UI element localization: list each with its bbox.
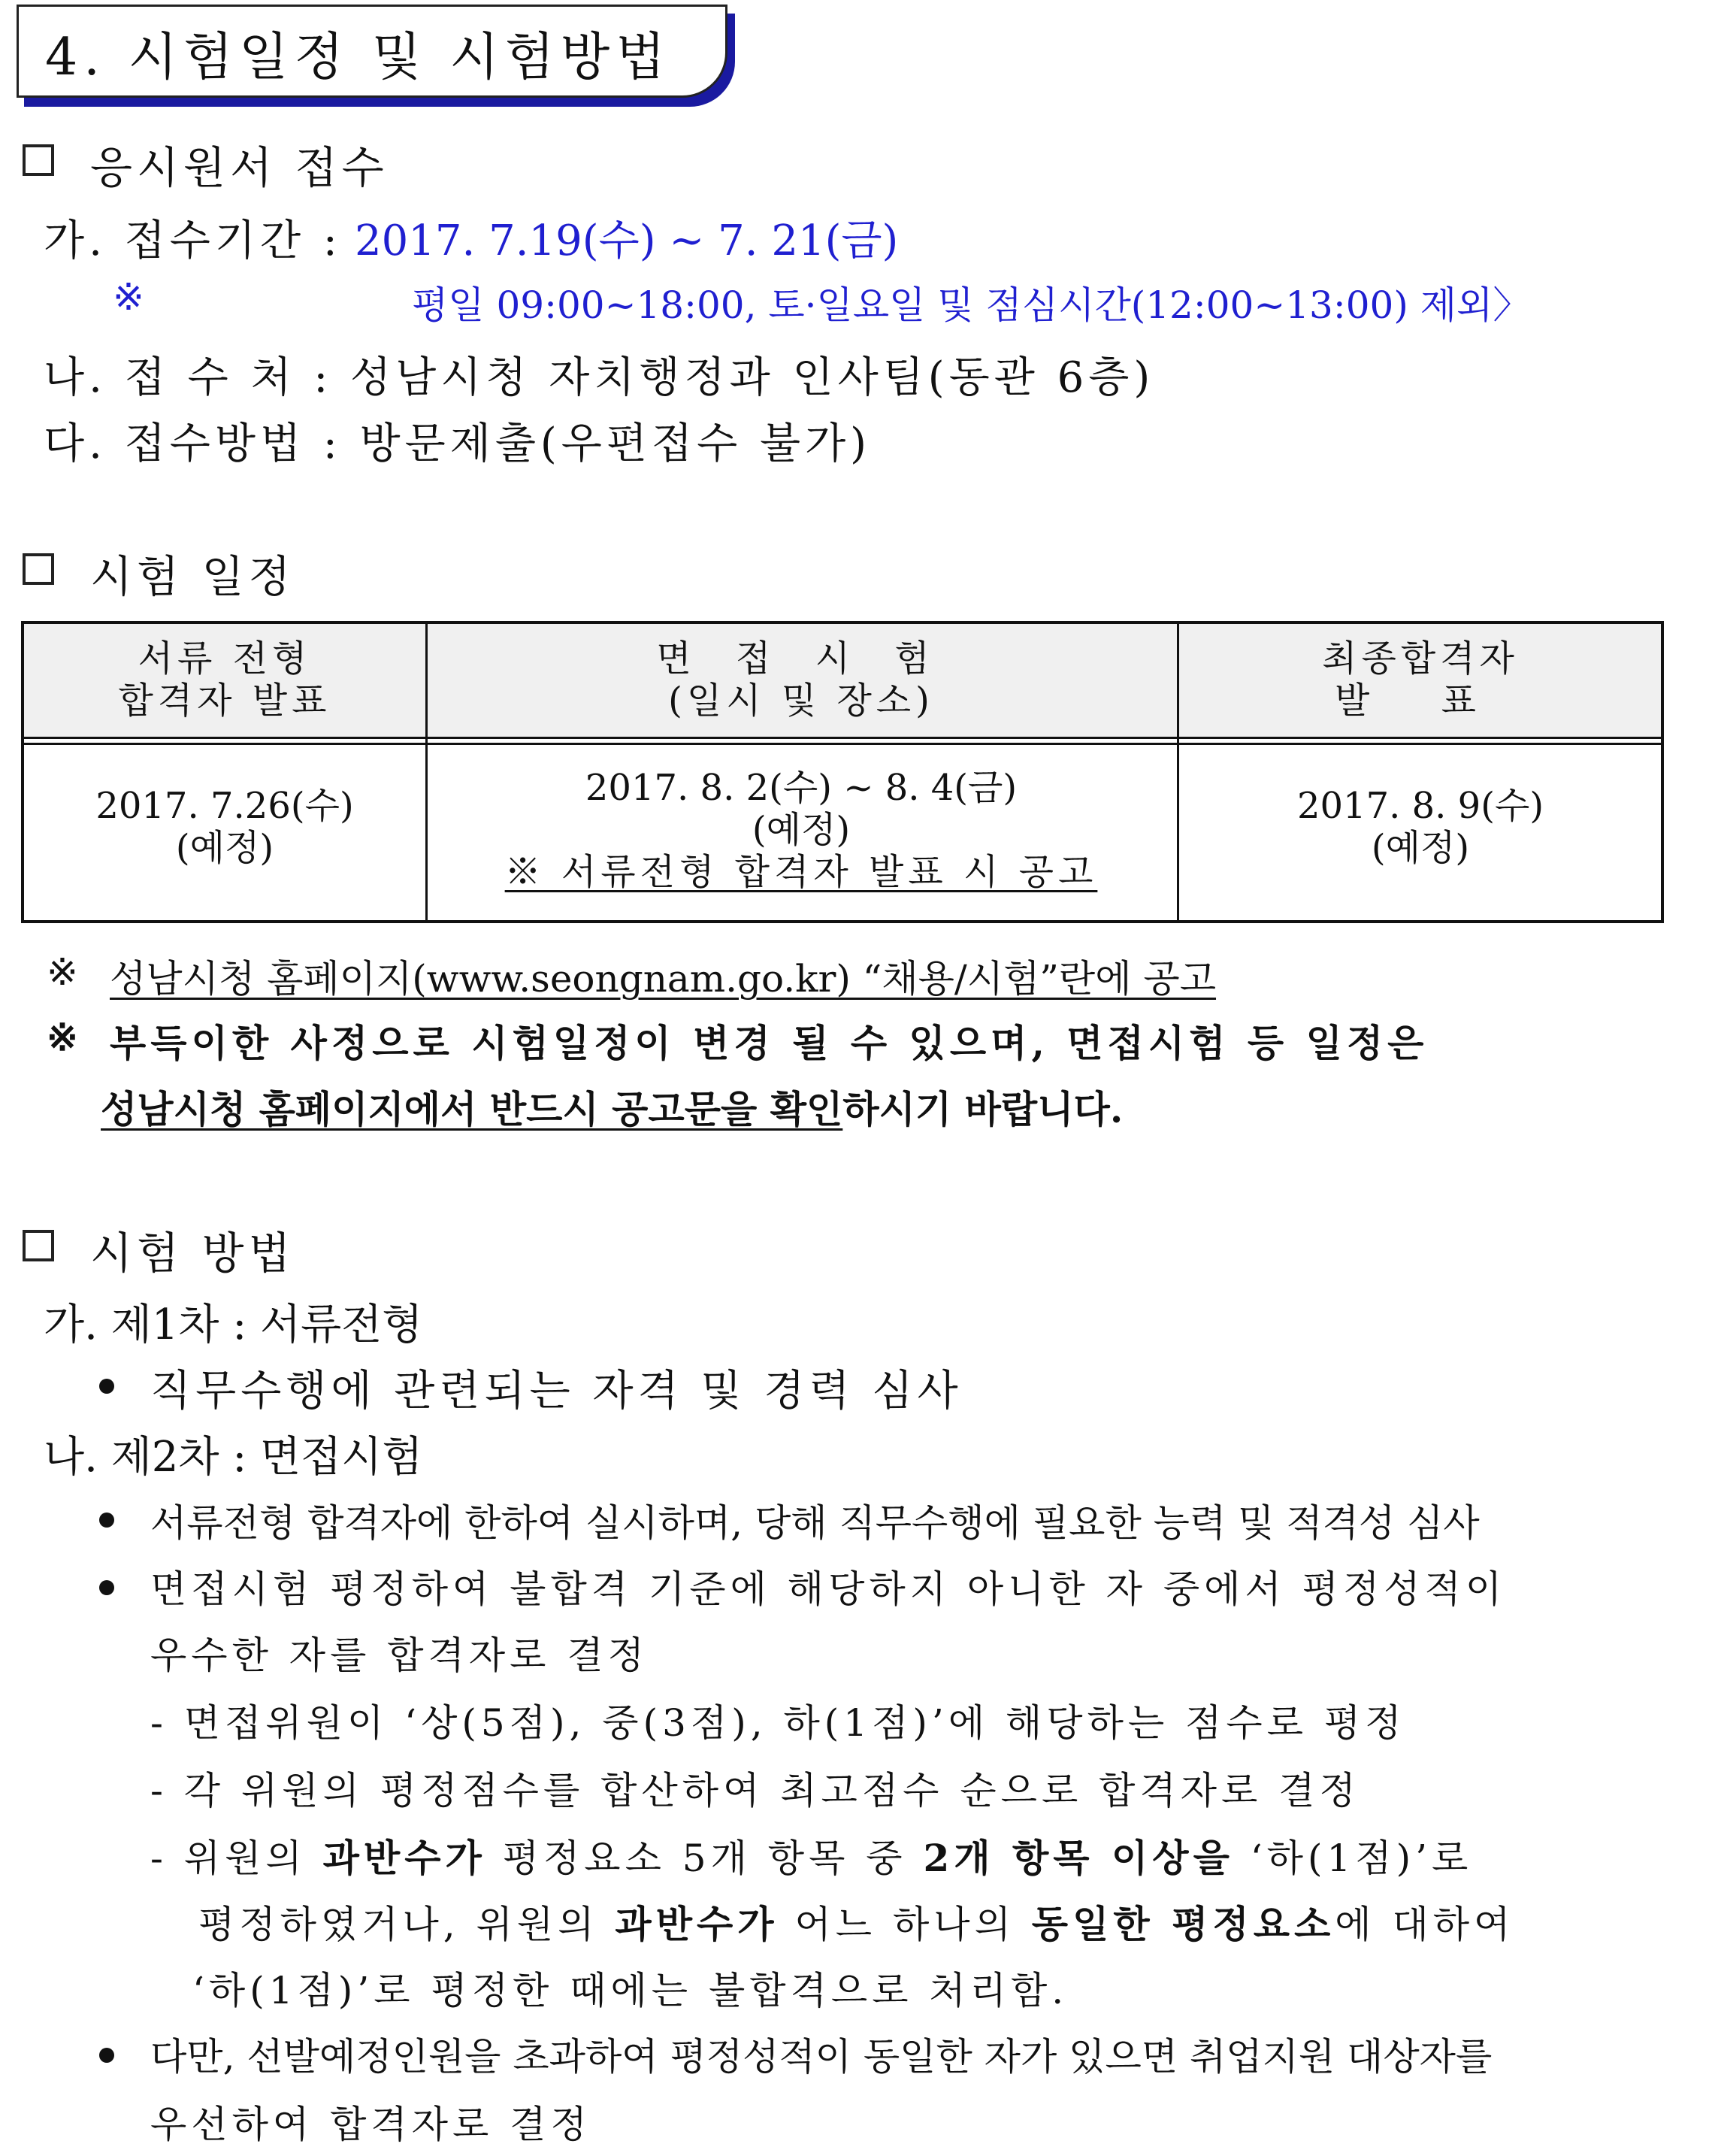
header-divider <box>24 737 1661 739</box>
application-heading: 응시원서 접수 <box>90 142 389 193</box>
first-round-label: 가. 제1차 : 서류전형 <box>44 1301 423 1349</box>
table-cell: 2017. 8. 9(수) (예정) <box>1296 785 1544 869</box>
note-mark: ※ <box>113 275 144 319</box>
schedule-heading: 시험 일정 <box>90 551 295 602</box>
checkbox-square-icon <box>23 144 54 176</box>
table-header-cell: 서류 전형 합격자 발표 <box>118 637 331 722</box>
scoring-rule-3-cont: 평정하였거나, 위원의 과반수가 어느 하나의 동일한 평정요소에 대하여 <box>198 1902 1515 1946</box>
scoring-rule-1: - 면접위원이 ‘상(5점), 중(3점), 하(1점)’에 해당하는 점수로 평정 <box>150 1701 1406 1745</box>
bullet-icon <box>99 1580 114 1595</box>
tiebreak-bullet-cont: 우선하여 합격자로 결정 <box>150 2103 591 2146</box>
homepage-note: 성남시청 홈페이지(www.seongnam.go.kr) “채용/시험”란에 공고 <box>110 957 1217 1001</box>
scoring-rule-3-end: ‘하(1점)’로 평정한 때에는 불합격으로 처리함. <box>192 1969 1069 2012</box>
schedule-change-note-2: 성남시청 홈페이지에서 반드시 공고문을 확인하시기 바랍니다. <box>101 1087 1124 1131</box>
schedule-table <box>21 621 1664 923</box>
period-value: 2017. 7.19(수) ~ 7. 21(금) <box>355 217 899 265</box>
method-heading: 시험 방법 <box>90 1228 295 1279</box>
table-header-cell: 면 접 시 험 (일시 및 장소) <box>656 637 946 722</box>
schedule-change-note: 부득이한 사정으로 시험일정이 변경 될 수 있으며, 면접시험 등 일정은 <box>110 1021 1429 1065</box>
note-mark: ※ <box>47 1015 78 1059</box>
bullet-icon <box>99 2048 114 2063</box>
section-title: 4. 시험일정 및 시험방법 <box>45 28 671 87</box>
second-round-label: 나. 제2차 : 면접시험 <box>44 1433 423 1482</box>
tiebreak-bullet: 다만, 선발예정인원을 초과하여 평정성적이 동일한 자가 있으면 취업지원 대상자를 <box>150 2035 1493 2079</box>
checkbox-square-icon <box>23 1230 54 1261</box>
second-round-bullet-1: 서류전형 합격자에 한하여 실시하며, 당해 직무수행에 필요한 능력 및 적격성 심사 <box>150 1501 1480 1545</box>
bullet-icon <box>99 1379 114 1394</box>
bullet-icon <box>99 1513 114 1528</box>
first-round-bullet: 직무수행에 관련되는 자격 및 경력 심사 <box>150 1367 963 1416</box>
table-cell: 2017. 7.26(수) (예정) <box>95 785 354 869</box>
checkbox-square-icon <box>23 553 54 585</box>
header-divider <box>24 743 1661 745</box>
scoring-rule-2: - 각 위원의 평정점수를 합산하여 최고점수 순으로 합격자로 결정 <box>150 1769 1360 1812</box>
scoring-rule-3: - 위원의 과반수가 평정요소 5개 항목 중 2개 항목 이상을 ‘하(1점)’로 <box>150 1836 1473 1880</box>
note-mark: ※ <box>47 950 78 994</box>
application-method: 다. 접수방법 : 방문제출(우편접수 불가) <box>44 419 872 468</box>
application-place: 나. 접 수 처 : 성남시청 자치행정과 인사팀(동관 6층) <box>44 353 1155 402</box>
second-round-bullet-2: 면접시험 평정하여 불합격 기준에 해당하지 아니한 자 중에서 평정성적이 <box>150 1567 1507 1611</box>
table-header-cell: 최종합격자 발 표 <box>1322 637 1519 722</box>
table-cell: 2017. 8. 2(수) ~ 8. 4(금) (예정) ※ 서류전형 합격자 발표 시 공고 <box>504 767 1098 893</box>
second-round-bullet-2-cont: 우수한 자를 합격자로 결정 <box>150 1634 649 1677</box>
office-hours-note: 평일 09:00~18:00, 토·일요일 및 점심시간(12:00~13:00) 제외〉 <box>412 283 1531 327</box>
period-label: 가. 접수기간 : <box>44 217 342 265</box>
